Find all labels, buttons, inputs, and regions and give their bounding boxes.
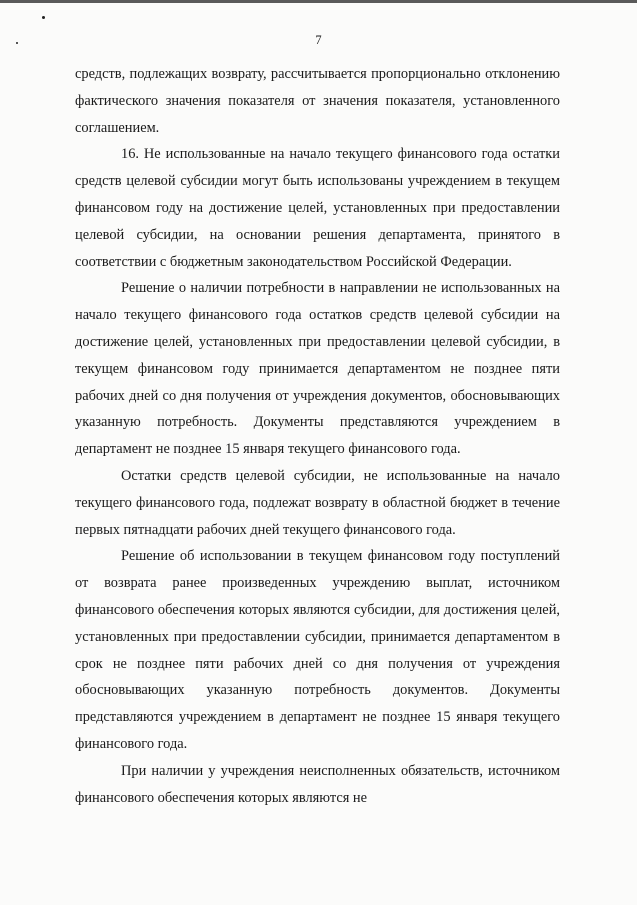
paragraph-continuation: средств, подлежащих возврату, рассчитывается пропорционально отклонению фактического значения показателя от значения показателя, установленного соглашением. [75, 66, 560, 136]
scan-top-edge [0, 0, 637, 3]
paragraph-item-16: 16. Не использованные на начало текущего финансового года остатки средств целевой субсидии могут быть использованы учреждением в текущем финансовом году на достижение целей, установленных при предоставлении целевой субсидии, на основании решения департамента, принятого в соответствии с бюджетным законодательством Российской Федерации. [75, 146, 560, 270]
paragraph-decision-on-need: Решение о наличии потребности в направлении не использованных на начало текущего финансового года остатков средств целевой субсидии на достижение целей, установленных при предоставлении целевой субсидии, в текущем финансовом году принимается департаментом не позднее пяти рабочих дней со дня получения от учреждения документов, обосновывающих указанную потребность. Документы представляются учреждением в департамент не позднее 15 января текущего финансового года. [75, 280, 560, 458]
paragraph-unused-balances: Остатки средств целевой субсидии, не использованные на начало текущего финансового года, подлежат возврату в областной бюджет в течение первых пятнадцати рабочих дней текущего финансового года. [75, 467, 560, 538]
document-body [75, 61, 560, 811]
page-number: 7 [315, 33, 322, 47]
paragraph-decision-on-use: Решение об использовании в текущем финансовом году поступлений от возврата ранее произведенных учреждению выплат, источником финансового обеспечения которых являются субсидии, для достижения целей, установленных при предоставлении субсидии, принимается департаментом в срок не позднее пяти рабочих дней со дня получения от учреждения обосновывающих указанную потребность документов. Документы представляются учреждением в департамент не позднее 15 января текущего финансового года. [75, 548, 560, 752]
scan-speck [42, 16, 45, 19]
paragraph-unfulfilled-obligations: При наличии у учреждения неисполненных обязательств, источником финансового обеспечения которых являются не [75, 762, 560, 806]
